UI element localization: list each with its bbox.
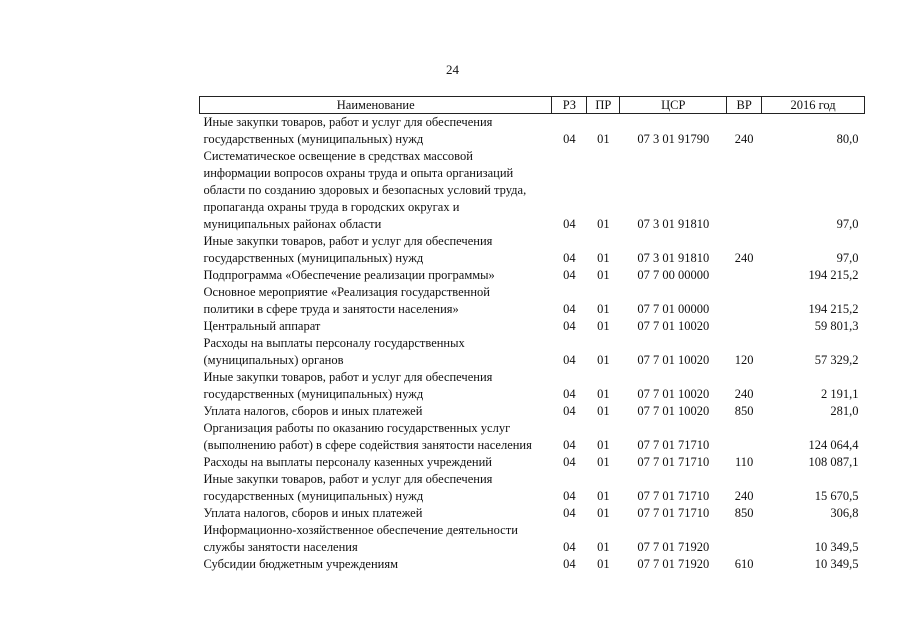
row-name bbox=[200, 335, 552, 369]
row-name-line: области по созданию здоровых и безопасных условий труда, bbox=[203, 183, 527, 197]
row-name bbox=[200, 522, 552, 556]
row-name-line: Уплата налогов, сборов и иных платежей bbox=[203, 506, 423, 520]
row-amount: 194 215,2 bbox=[808, 268, 859, 282]
row-name bbox=[200, 505, 552, 522]
header-name: Наименование bbox=[200, 97, 552, 114]
row-name-line: Иные закупки товаров, работ и услуг для обеспечения bbox=[203, 370, 493, 384]
row-rz: 04 bbox=[563, 489, 576, 503]
row-vr: 240 bbox=[734, 132, 754, 146]
row-pr: 01 bbox=[597, 251, 610, 265]
row-name-line: Субсидии бюджетным учреждениям bbox=[203, 557, 399, 571]
row-name bbox=[200, 148, 552, 233]
row-amount: 194 215,2 bbox=[808, 302, 859, 316]
row-rz: 04 bbox=[563, 540, 576, 554]
row-csr: 07 7 01 00000 bbox=[637, 302, 710, 316]
row-name bbox=[200, 454, 552, 471]
table-row bbox=[200, 403, 865, 420]
row-name-line: Основное мероприятие «Реализация государственной bbox=[203, 285, 490, 299]
row-vr bbox=[727, 420, 762, 454]
row-name-line: политики в сфере труда и занятости населения» bbox=[203, 302, 459, 316]
row-rz: 04 bbox=[563, 268, 576, 282]
header-csr: ЦСР bbox=[620, 97, 727, 114]
row-vr: 120 bbox=[734, 353, 754, 367]
row-name bbox=[200, 284, 552, 318]
row-name bbox=[200, 114, 552, 149]
row-rz: 04 bbox=[563, 438, 576, 452]
row-rz: 04 bbox=[563, 506, 576, 520]
row-name-line: Иные закупки товаров, работ и услуг для обеспечения bbox=[203, 472, 493, 486]
table-row bbox=[200, 148, 865, 233]
row-rz: 04 bbox=[563, 251, 576, 265]
header-year: 2016 год bbox=[762, 97, 865, 114]
table-row bbox=[200, 267, 865, 284]
row-csr: 07 7 00 00000 bbox=[637, 268, 710, 282]
row-vr: 850 bbox=[734, 404, 754, 418]
budget-table bbox=[199, 96, 865, 573]
row-name bbox=[200, 318, 552, 335]
row-name-line: Иные закупки товаров, работ и услуг для обеспечения bbox=[203, 234, 493, 248]
table-row bbox=[200, 369, 865, 403]
row-name-line: (муниципальных) органов bbox=[203, 353, 344, 367]
row-name-line: Центральный аппарат bbox=[203, 319, 321, 333]
row-name bbox=[200, 556, 552, 573]
row-csr: 07 7 01 71710 bbox=[637, 506, 710, 520]
row-rz: 04 bbox=[563, 404, 576, 418]
row-name-line: Расходы на выплаты персоналу государственных bbox=[203, 336, 465, 350]
table-row bbox=[200, 420, 865, 454]
header-pr: ПР bbox=[587, 97, 620, 114]
row-pr: 01 bbox=[597, 540, 610, 554]
row-vr: 240 bbox=[734, 251, 754, 265]
row-amount: 57 329,2 bbox=[814, 353, 859, 367]
row-rz: 04 bbox=[563, 455, 576, 469]
row-pr: 01 bbox=[597, 455, 610, 469]
row-csr: 07 7 01 71710 bbox=[637, 438, 710, 452]
row-rz: 04 bbox=[563, 302, 576, 316]
row-pr: 01 bbox=[597, 438, 610, 452]
row-csr: 07 7 01 10020 bbox=[637, 404, 710, 418]
row-csr: 07 7 01 10020 bbox=[637, 353, 710, 367]
row-amount: 2 191,1 bbox=[821, 387, 859, 401]
page-number: 24 bbox=[446, 62, 459, 77]
row-pr: 01 bbox=[597, 319, 610, 333]
row-name bbox=[200, 403, 552, 420]
table-row bbox=[200, 454, 865, 471]
row-name-line: информации вопросов охраны труда и опыта организаций bbox=[203, 166, 514, 180]
row-pr: 01 bbox=[597, 506, 610, 520]
row-csr: 07 7 01 10020 bbox=[637, 319, 710, 333]
row-name bbox=[200, 420, 552, 454]
row-name-line: государственных (муниципальных) нужд bbox=[203, 251, 424, 265]
table-row bbox=[200, 522, 865, 556]
row-rz: 04 bbox=[563, 557, 576, 571]
row-name-line: государственных (муниципальных) нужд bbox=[203, 132, 424, 146]
table-body bbox=[200, 114, 865, 574]
row-rz: 04 bbox=[563, 319, 576, 333]
row-amount: 97,0 bbox=[836, 217, 859, 231]
row-csr: 07 7 01 71920 bbox=[637, 557, 710, 571]
row-vr: 240 bbox=[734, 489, 754, 503]
row-rz: 04 bbox=[563, 217, 576, 231]
row-name bbox=[200, 471, 552, 505]
row-name-line: муниципальных районах области bbox=[203, 217, 382, 231]
row-csr: 07 7 01 71920 bbox=[637, 540, 710, 554]
row-name-line: Расходы на выплаты персоналу казенных учреждений bbox=[203, 455, 492, 469]
table-row bbox=[200, 335, 865, 369]
row-vr: 610 bbox=[734, 557, 754, 571]
row-name-line: государственных (муниципальных) нужд bbox=[203, 489, 424, 503]
row-name-line: Организация работы по оказанию государственных услуг bbox=[203, 421, 511, 435]
row-csr: 07 3 01 91810 bbox=[637, 217, 710, 231]
row-amount: 281,0 bbox=[830, 404, 859, 418]
row-name bbox=[200, 267, 552, 284]
row-name-line: Уплата налогов, сборов и иных платежей bbox=[203, 404, 423, 418]
header-rz: РЗ bbox=[552, 97, 587, 114]
table-row bbox=[200, 284, 865, 318]
row-pr: 01 bbox=[597, 353, 610, 367]
header-vr: ВР bbox=[727, 97, 762, 114]
row-vr: 110 bbox=[734, 455, 754, 469]
row-csr: 07 7 01 71710 bbox=[637, 489, 710, 503]
row-pr: 01 bbox=[597, 132, 610, 146]
row-amount: 306,8 bbox=[830, 506, 859, 520]
row-amount: 10 349,5 bbox=[814, 540, 859, 554]
row-vr bbox=[727, 318, 762, 335]
row-rz: 04 bbox=[563, 132, 576, 146]
row-name-line: Подпрограмма «Обеспечение реализации программы» bbox=[203, 268, 495, 282]
row-name-line: государственных (муниципальных) нужд bbox=[203, 387, 424, 401]
row-vr bbox=[727, 284, 762, 318]
row-pr: 01 bbox=[597, 557, 610, 571]
row-name bbox=[200, 233, 552, 267]
row-csr: 07 7 01 10020 bbox=[637, 387, 710, 401]
table-row bbox=[200, 114, 865, 149]
row-pr: 01 bbox=[597, 404, 610, 418]
row-pr: 01 bbox=[597, 489, 610, 503]
row-name-line: Информационно-хозяйственное обеспечение деятельности bbox=[203, 523, 518, 537]
row-amount: 59 801,3 bbox=[814, 319, 859, 333]
table-row bbox=[200, 471, 865, 505]
row-amount: 108 087,1 bbox=[808, 455, 859, 469]
row-name-line: Систематическое освещение в средствах массовой bbox=[203, 149, 473, 163]
row-name-line: пропаганда охраны труда в городских округах и bbox=[203, 200, 460, 214]
row-vr: 850 bbox=[734, 506, 754, 520]
table-row bbox=[200, 233, 865, 267]
row-amount: 10 349,5 bbox=[814, 557, 859, 571]
row-amount: 97,0 bbox=[836, 251, 859, 265]
row-rz: 04 bbox=[563, 353, 576, 367]
row-pr: 01 bbox=[597, 217, 610, 231]
row-csr: 07 7 01 71710 bbox=[637, 455, 710, 469]
row-vr bbox=[727, 267, 762, 284]
table-row bbox=[200, 505, 865, 522]
row-name-line: (выполнению работ) в сфере содействия занятости населения bbox=[203, 438, 532, 452]
row-amount: 80,0 bbox=[836, 132, 859, 146]
row-csr: 07 3 01 91790 bbox=[637, 132, 710, 146]
table-row bbox=[200, 318, 865, 335]
row-vr bbox=[727, 522, 762, 556]
row-pr: 01 bbox=[597, 387, 610, 401]
row-vr: 240 bbox=[734, 387, 754, 401]
table-header-row bbox=[200, 97, 865, 114]
row-pr: 01 bbox=[597, 268, 610, 282]
table-row bbox=[200, 556, 865, 573]
row-rz: 04 bbox=[563, 387, 576, 401]
row-amount: 15 670,5 bbox=[814, 489, 859, 503]
row-name-line: службы занятости населения bbox=[203, 540, 358, 554]
row-amount: 124 064,4 bbox=[808, 438, 859, 452]
row-pr: 01 bbox=[597, 302, 610, 316]
row-csr: 07 3 01 91810 bbox=[637, 251, 710, 265]
row-name bbox=[200, 369, 552, 403]
row-name-line: Иные закупки товаров, работ и услуг для обеспечения bbox=[203, 115, 493, 129]
row-vr bbox=[727, 148, 762, 233]
